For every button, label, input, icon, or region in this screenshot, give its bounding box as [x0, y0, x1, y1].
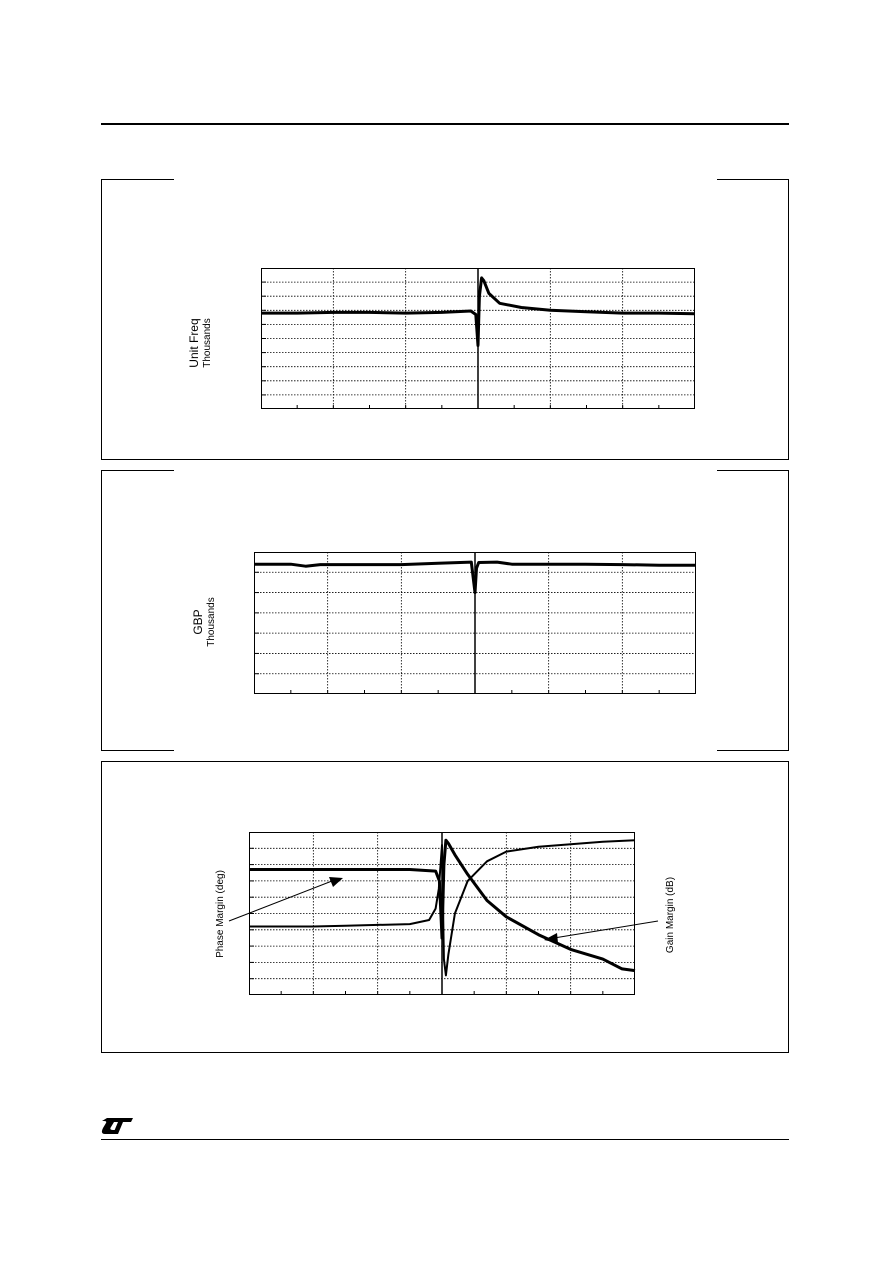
gbp-axis-unit: Thousands [206, 597, 217, 647]
gbp-axis-title: GBP [191, 609, 205, 635]
phase-margin-axis-label: Phase Margin (deg) [215, 870, 226, 958]
st-logo [101, 1116, 135, 1141]
gain-margin-pointer-line [554, 921, 658, 938]
phase-margin-pointer-line [229, 881, 332, 921]
unit-freq-axis-title: Unit Freq [187, 318, 201, 368]
gain-margin-axis-label: Gain Margin (dB) [665, 876, 676, 954]
footer-rule [101, 1139, 789, 1140]
phase-margin-arrowhead [329, 877, 343, 887]
gain-margin-arrowhead [544, 933, 558, 943]
unit-freq-axis-unit: Thousands [202, 318, 213, 368]
